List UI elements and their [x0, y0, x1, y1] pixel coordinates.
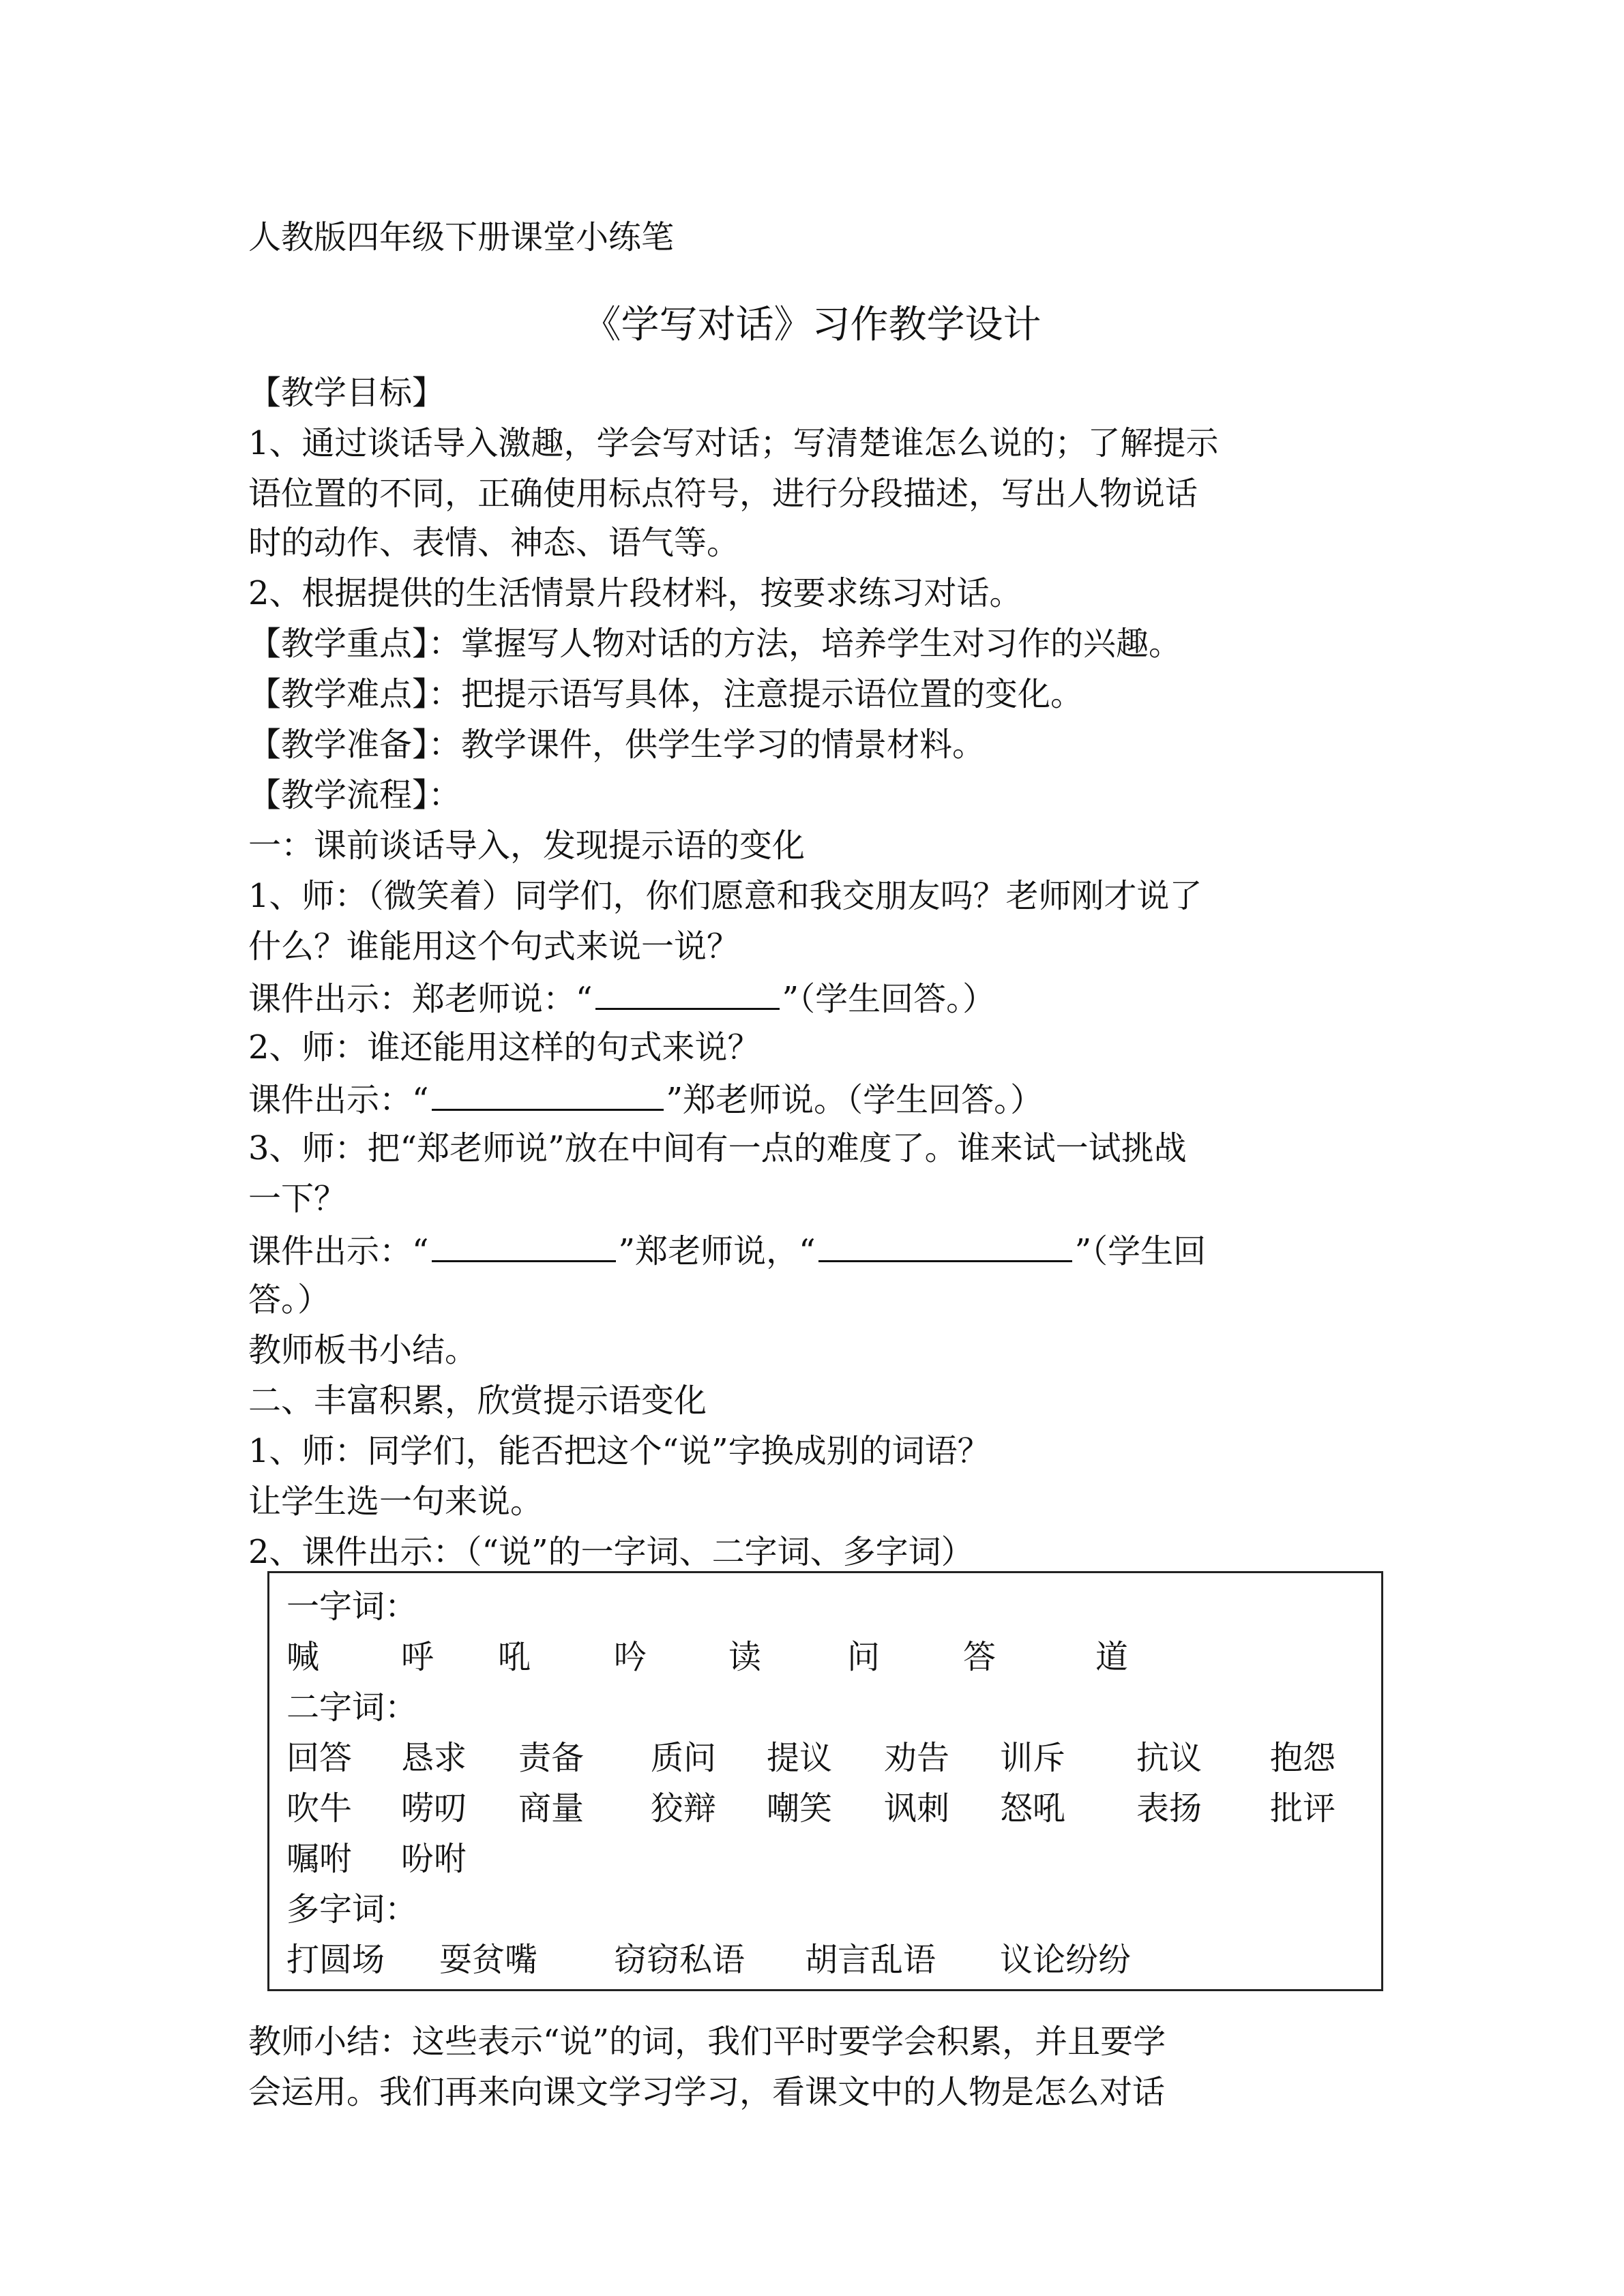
- teaching-focus: 【教学重点】：掌握写人物对话的方法，培养学生对习作的兴趣。: [248, 625, 1182, 663]
- word-item: 怒吼: [1000, 1789, 1066, 1828]
- word-item: 责备: [518, 1739, 585, 1777]
- word-item: 吹牛: [286, 1789, 353, 1828]
- word-item: 回答: [286, 1739, 353, 1777]
- s1-line-3b: 一下？: [248, 1180, 347, 1218]
- goal-1-line-2: 语位置的不同，正确使用标点符号，进行分段描述，写出人物说话: [248, 475, 1198, 513]
- word-item: 读: [728, 1638, 762, 1676]
- two-char-words-row-3: [286, 1838, 1364, 1879]
- word-item: 吼: [498, 1638, 531, 1676]
- word-item: 抗议: [1136, 1739, 1202, 1777]
- one-char-label: 一字词：: [286, 1587, 418, 1626]
- word-item: 劝告: [884, 1739, 950, 1777]
- word-item: 吟: [614, 1638, 647, 1676]
- answer-blank: [595, 976, 780, 1010]
- courseware-1-prefix: 课件出示：郑老师说：“: [248, 980, 593, 1018]
- courseware-1-suffix: ”（学生回答。）: [782, 980, 996, 1018]
- answer-blank: [432, 1229, 616, 1262]
- word-item: 狡辩: [651, 1789, 717, 1828]
- word-item: 喊: [286, 1638, 320, 1676]
- s1-line-3a: 3、师：把“郑老师说”放在中间有一点的难度了。谁来试一试挑战: [248, 1129, 1187, 1167]
- courseware-line-2: [248, 1077, 1043, 1120]
- word-item: 问: [847, 1638, 881, 1676]
- answer-blank: [432, 1077, 664, 1111]
- teaching-difficulty: 【教学难点】：把提示语写具体，注意提示语位置的变化。: [248, 675, 1084, 713]
- page-title: 《学写对话》习作教学设计: [582, 303, 1042, 347]
- goal-1-line-3: 时的动作、表情、神态、语气等。: [248, 524, 740, 562]
- courseware-line-3: [248, 1229, 1206, 1272]
- word-item: 商量: [518, 1789, 585, 1828]
- word-item: 答: [963, 1638, 996, 1676]
- word-item: 唠叨: [401, 1789, 467, 1828]
- word-item: 质问: [651, 1739, 717, 1777]
- word-bank-box: [267, 1571, 1383, 1991]
- word-item: 嘱咐: [286, 1840, 353, 1878]
- two-char-words-row-1: [286, 1738, 1364, 1778]
- s1-line-2: 2、师：谁还能用这样的句式来说？: [248, 1028, 761, 1067]
- closing-line-1: 教师小结：这些表示“说”的词，我们平时要学会积累，并且要学: [248, 2023, 1166, 2061]
- word-item: 训斥: [1000, 1739, 1066, 1777]
- closing-line-2: 会运用。我们再来向课文学习学习，看课文中的人物是怎么对话: [248, 2073, 1166, 2111]
- goal-1-line-1: 1、通过谈话导入激趣，学会写对话；写清楚谁怎么说的；了解提示: [248, 424, 1219, 462]
- word-item: 窃窃私语: [614, 1941, 745, 1979]
- word-item: 胡言乱语: [805, 1941, 936, 1979]
- goal-2: 2、根据提供的生活情景片段材料，按要求练习对话。: [248, 574, 1022, 612]
- section-1-heading: 一：课前谈话导入，发现提示语的变化: [248, 826, 806, 865]
- word-item: 讽刺: [884, 1789, 950, 1828]
- word-item: 打圆场: [286, 1941, 385, 1979]
- section-2-heading: 二、丰富积累，欣赏提示语变化: [248, 1382, 707, 1420]
- word-item: 表扬: [1136, 1789, 1202, 1828]
- two-char-words-row-2: [286, 1788, 1364, 1829]
- s1-line-1b: 什么？谁能用这个句式来说一说？: [248, 927, 740, 966]
- multi-char-label: 多字词：: [286, 1890, 418, 1928]
- word-item: 批评: [1270, 1789, 1336, 1828]
- multi-char-words-row: [286, 1939, 1364, 1980]
- courseware-3-continuation: 答。）: [248, 1281, 331, 1319]
- two-char-label: 二字词：: [286, 1688, 418, 1727]
- teaching-process: 【教学流程】：: [248, 776, 462, 814]
- word-item: 提议: [767, 1739, 833, 1777]
- word-item: 抱怨: [1270, 1739, 1336, 1777]
- s2-line-1: 1、师：同学们，能否把这个“说”字换成别的词语？: [248, 1432, 990, 1470]
- courseware-2-prefix: 课件出示：“: [248, 1081, 429, 1119]
- courseware-3-suffix: ”（学生回: [1074, 1232, 1207, 1270]
- word-item: 道: [1095, 1638, 1129, 1676]
- word-item: 呼: [401, 1638, 434, 1676]
- courseware-line-1: [248, 976, 995, 1019]
- document-header: 人教版四年级下册课堂小练笔: [248, 218, 675, 256]
- word-item: 恳求: [401, 1739, 467, 1777]
- goals-heading: 【教学目标】: [248, 374, 445, 412]
- answer-blank: [818, 1229, 1072, 1262]
- word-item: 耍贫嘴: [439, 1941, 538, 1979]
- word-item: 吩咐: [401, 1840, 467, 1878]
- courseware-2-suffix: ”郑老师说。（学生回答。）: [666, 1081, 1044, 1119]
- word-item: 嘲笑: [767, 1789, 833, 1828]
- courseware-3-prefix: 课件出示：“: [248, 1232, 429, 1270]
- teaching-prep: 【教学准备】：教学课件，供学生学习的情景材料。: [248, 726, 986, 764]
- s1-line-1a: 1、师：（微笑着）同学们，你们愿意和我交朋友吗？老师刚才说了: [248, 877, 1202, 915]
- courseware-3-middle: ”郑老师说，“: [618, 1232, 816, 1270]
- s2-line-1b: 让学生选一句来说。: [248, 1482, 544, 1521]
- one-char-words-row: [286, 1637, 1364, 1678]
- word-item: 议论纷纷: [1000, 1941, 1132, 1979]
- s2-line-2: 2、课件出示：（“说”的一字词、二字词、多字词）: [248, 1533, 974, 1571]
- board-summary: 教师板书小结。: [248, 1331, 478, 1369]
